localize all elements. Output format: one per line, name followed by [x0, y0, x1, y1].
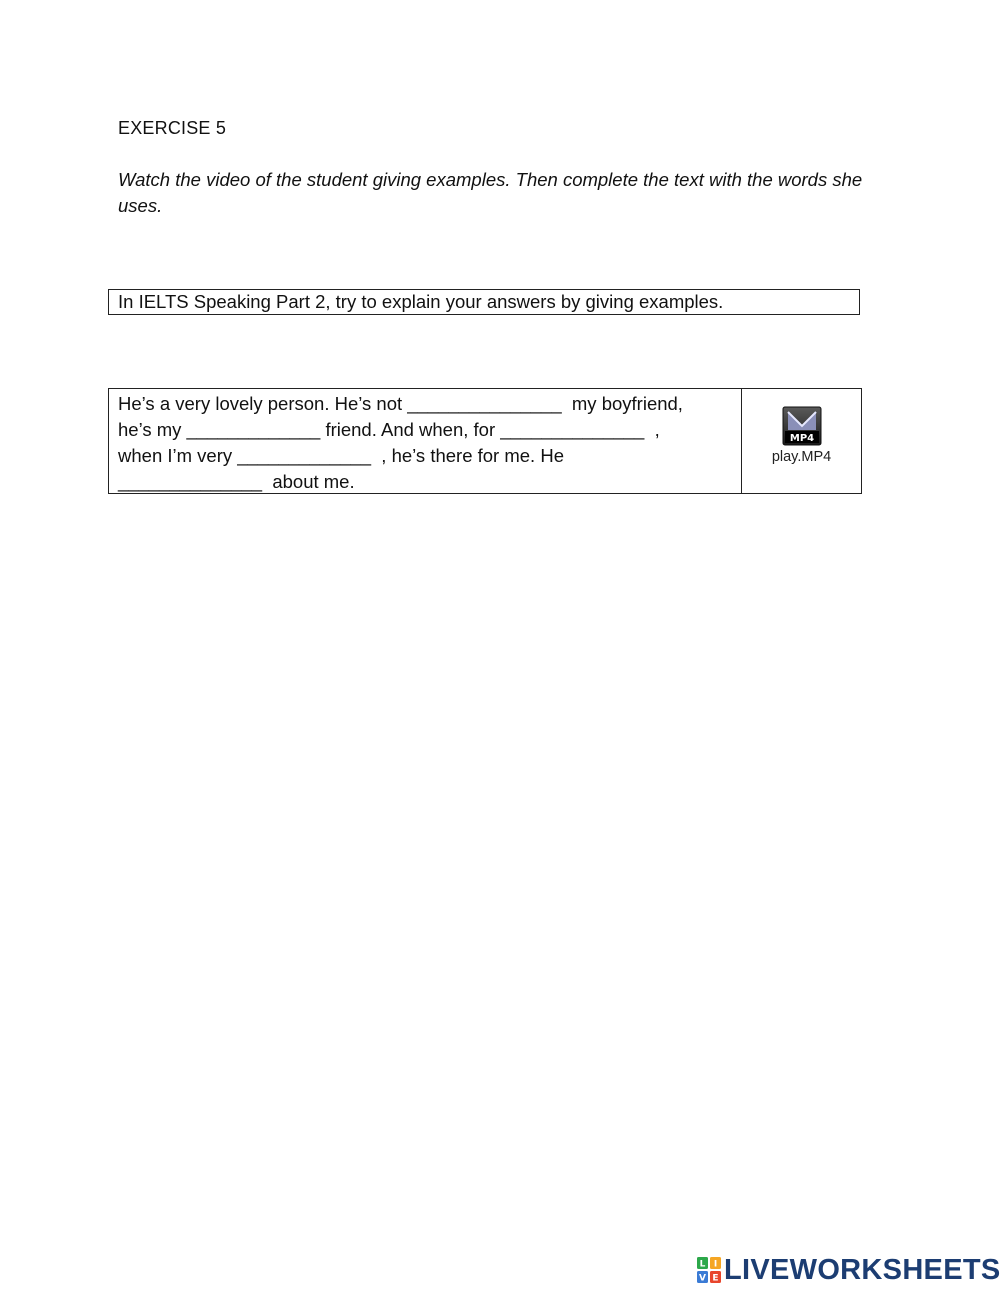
gap-text-line: when I’m very _____________ , he’s there for me. He	[118, 445, 564, 466]
gap-fill-text-cell	[109, 389, 742, 493]
svg-text:MP4: MP4	[789, 433, 815, 444]
brand-name: LIVEWORKSHEETS	[724, 1254, 1000, 1286]
svg-text:V: V	[699, 1273, 706, 1283]
tip-box: In IELTS Speaking Part 2, try to explain your answers by giving examples.	[108, 289, 860, 315]
page-title: EXERCISE 5	[118, 118, 227, 138]
media-cell	[742, 389, 861, 493]
gap-text-line: He’s a very lovely person. He’s not _______________ my boyfriend,	[118, 393, 683, 414]
exercise-table	[108, 388, 862, 494]
liveworksheets-logo-icon	[697, 1257, 721, 1283]
gap-text-line: he’s my _____________ friend. And when, for ______________ ,	[118, 419, 660, 440]
svg-text:L: L	[699, 1259, 706, 1270]
mp4-filename[interactable]: play.MP4	[771, 449, 832, 465]
gap-text-line: ______________ about me.	[118, 471, 355, 492]
svg-text:E: E	[712, 1273, 719, 1283]
mp4-file-icon[interactable]	[782, 406, 822, 446]
instructions-text: Watch the video of the student giving examples. Then complete the text with the words she uses.	[118, 169, 863, 216]
svg-text:I: I	[713, 1259, 718, 1270]
brand-footer	[697, 1254, 1000, 1286]
